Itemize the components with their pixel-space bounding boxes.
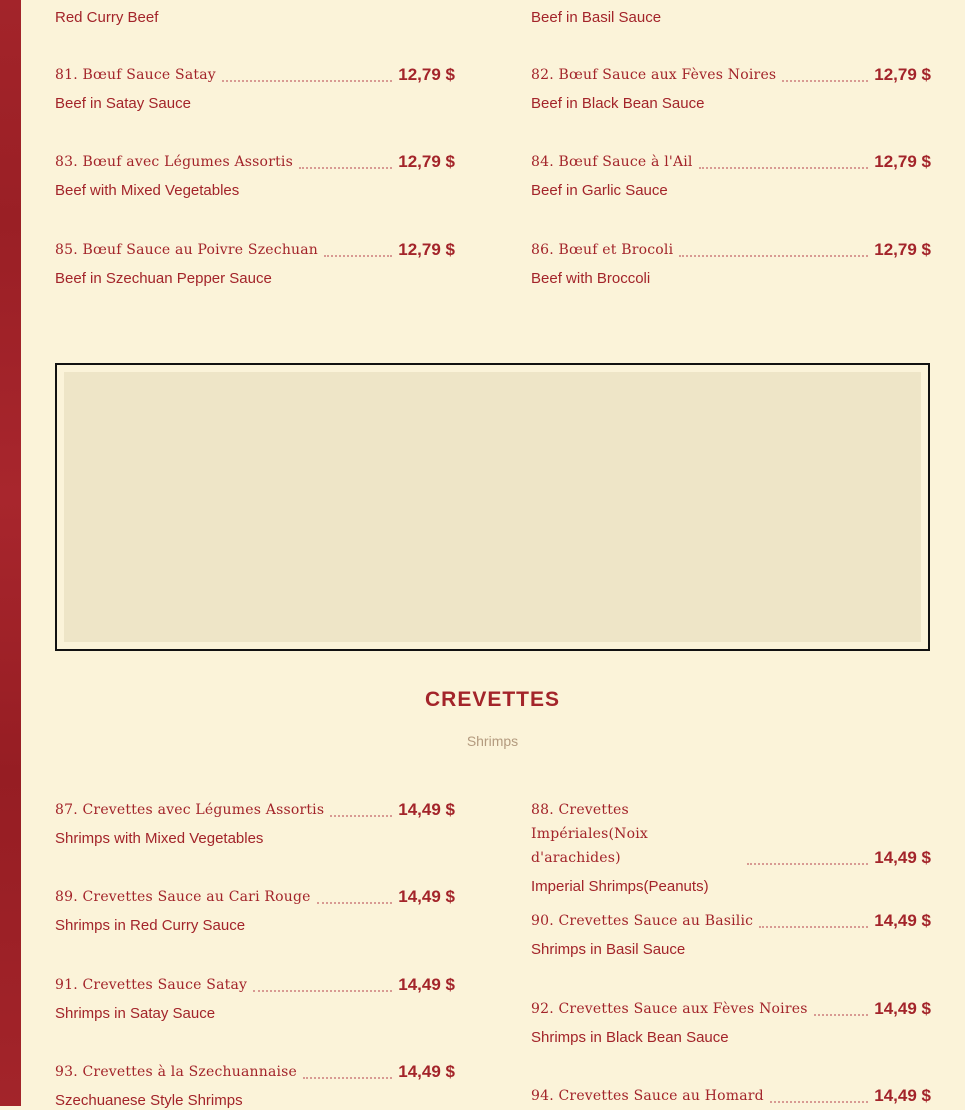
menu-item-price: 14,49 $ (874, 999, 931, 1018)
menu-item-name: 92. Crevettes Sauce aux Fèves Noires (531, 1001, 808, 1017)
menu-item (531, 1084, 931, 1108)
menu-item-price: 12,79 $ (874, 65, 931, 84)
menu-item-name: 94. Crevettes Sauce au Homard (531, 1088, 764, 1104)
menu-item-description: Beef in Satay Sauce (55, 95, 191, 112)
menu-item (55, 973, 455, 1023)
menu-item (55, 1060, 455, 1110)
menu-item-description: Beef with Broccoli (531, 270, 651, 287)
menu-item-name: 89. Crevettes Sauce au Cari Rouge (55, 889, 311, 905)
menu-item (55, 238, 455, 288)
section-title: CREVETTES (424, 688, 561, 711)
dot-leader (299, 167, 392, 169)
menu-item-price: 12,79 $ (398, 240, 455, 259)
menu-item-price: 14,49 $ (398, 887, 455, 906)
menu-item-price: 14,49 $ (874, 911, 931, 930)
menu-item-desc-partial-right (531, 9, 931, 27)
menu-item-description: Beef in Black Bean Sauce (531, 95, 705, 112)
menu-item-price: 14,49 $ (398, 800, 455, 819)
menu-item-price: 12,79 $ (874, 152, 931, 171)
menu-item-price: 12,79 $ (398, 65, 455, 84)
menu-item-description: Szechuanese Style Shrimps (55, 1092, 243, 1109)
menu-item-description: Red Curry Beef (55, 9, 159, 26)
menu-item (55, 885, 455, 935)
menu-item-name: 84. Bœuf Sauce à l'Ail (531, 154, 693, 170)
menu-item-description: Beef in Garlic Sauce (531, 182, 668, 199)
menu-item (531, 798, 931, 896)
menu-item (55, 798, 455, 848)
menu-item-description: Beef in Szechuan Pepper Sauce (55, 270, 272, 287)
menu-item-description: Shrimps in Basil Sauce (531, 941, 686, 958)
side-accent-bar (0, 0, 21, 1106)
menu-item-description: Shrimps with Mixed Vegetables (55, 830, 264, 847)
menu-item-description: Beef with Mixed Vegetables (55, 182, 240, 199)
dot-leader (699, 167, 869, 169)
dot-leader (814, 1014, 869, 1016)
dot-leader (759, 926, 868, 928)
menu-item-name: 85. Bœuf Sauce au Poivre Szechuan (55, 242, 319, 258)
menu-item-name: 83. Bœuf avec Légumes Assortis (55, 154, 293, 170)
menu-item-description: Shrimps in Satay Sauce (55, 1005, 216, 1022)
menu-item (531, 63, 931, 113)
menu-item-name: 93. Crevettes à la Szechuannaise (55, 1064, 298, 1080)
dot-leader (330, 815, 392, 817)
menu-item-description: Shrimps in Black Bean Sauce (531, 1029, 729, 1046)
menu-item (55, 150, 455, 200)
menu-item-price: 14,49 $ (874, 848, 931, 867)
image-placeholder (64, 372, 921, 642)
menu-item (531, 909, 931, 959)
menu-item-name: 88. Crevettes Impériales(Noix d'arachides) (531, 802, 649, 866)
menu-item-price: 12,79 $ (398, 152, 455, 171)
menu-item-name: 90. Crevettes Sauce au Basilic (531, 913, 754, 929)
menu-item (55, 63, 455, 113)
menu-item (531, 997, 931, 1047)
dot-leader (679, 255, 868, 257)
dot-leader (782, 80, 868, 82)
image-frame (55, 363, 930, 651)
menu-item-name: 82. Bœuf Sauce aux Fèves Noires (531, 67, 777, 83)
menu-item (531, 150, 931, 200)
menu-item-name: 87. Crevettes avec Légumes Assortis (55, 802, 325, 818)
menu-item-desc-partial-left (55, 9, 455, 27)
menu-item-price: 14,49 $ (874, 1086, 931, 1105)
dot-leader (253, 990, 392, 992)
menu-item-name: 81. Bœuf Sauce Satay (55, 67, 216, 83)
dot-leader (317, 902, 393, 904)
menu-item-description: Shrimps in Red Curry Sauce (55, 917, 246, 934)
dot-leader (770, 1101, 868, 1103)
dot-leader (747, 863, 868, 865)
menu-item-description: Beef in Basil Sauce (531, 9, 662, 26)
section-subtitle: Shrimps (466, 733, 519, 749)
menu-item-price: 14,49 $ (398, 1062, 455, 1081)
menu-item-name: 91. Crevettes Sauce Satay (55, 977, 248, 993)
dot-leader (303, 1077, 392, 1079)
menu-item-description: Imperial Shrimps(Peanuts) (531, 878, 709, 895)
dot-leader (222, 80, 392, 82)
dot-leader (324, 255, 392, 257)
menu-item-name: 86. Bœuf et Brocoli (531, 242, 674, 258)
menu-item-price: 14,49 $ (398, 975, 455, 994)
menu-item (531, 238, 931, 288)
menu-item-price: 12,79 $ (874, 240, 931, 259)
